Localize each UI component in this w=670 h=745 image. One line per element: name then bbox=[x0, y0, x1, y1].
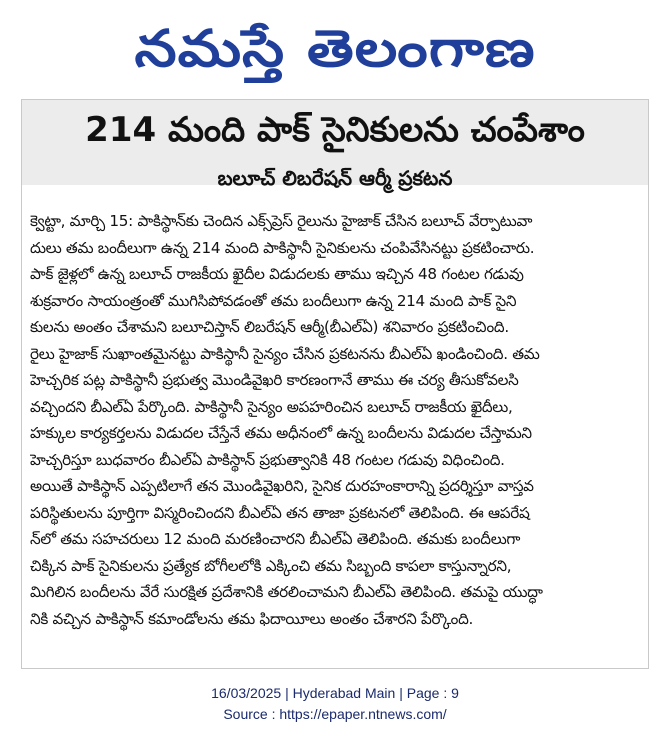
body-line: మిగిలిన బందీలను వేరే సురక్షిత ప్రదేశానికి తరలించామని బీఎల్‌ఏ తెలిపింది. తమపై యుద్ధా bbox=[30, 583, 543, 601]
article-body bbox=[30, 208, 640, 632]
body-line: పరిస్థితులను పూర్తిగా విస్మరించిందని బీఎల్‌ఏ తన తాజా ప్రకటనలో తెలిపింది. ఈ ఆపరేష bbox=[30, 503, 530, 522]
article-headline: 214 మంది పాక్ సైనికులను చంపేశాం bbox=[85, 110, 585, 150]
body-line: హెచ్చరిస్తూ బుధవారం బీఎల్‌ఏ పాకిస్థాన్ ప్రభుత్వానికి 48 గంటల గడువు విధించింది. bbox=[30, 450, 505, 469]
body-line: రైలు హైజాక్ సుఖాంతమైనట్టు పాకిస్థానీ సైన్యం చేసిన ప్రకటనను బీఎల్‌ఏ ఖండించింది. తమ bbox=[30, 344, 540, 363]
body-line: కులను అంతం చేశామని బలూచిస్తాన్ లిబరేషన్ ఆర్మీ(బీఎల్‌ఏ) శనివారం ప్రకటించింది. bbox=[30, 318, 509, 336]
body-line: నికి వచ్చిన పాకిస్థాన్ కమాండోలను తమ ఫిదాయీలు అంతం చేశారని పేర్కొంది. bbox=[30, 609, 474, 628]
body-line: అయితే పాకిస్థాన్ ఎప్పటిలాగే తన మొండివైఖరిని, సైనిక దురహంకారాన్ని ప్రదర్శిస్తూ వాస్తవ bbox=[30, 477, 534, 495]
body-line: న్‌లో తమ సహచరులు 12 మంది మరణించారని బీఎల్‌ఏ తెలిపింది. తమకు బందీలుగా bbox=[30, 530, 521, 548]
body-line: హక్కుల కార్యకర్తలను విడుదల చేస్తేనే తమ అధీనంలో ఉన్న బందీలను విడుదల చేస్తామని bbox=[30, 424, 532, 442]
body-line: క్వెట్టా, మార్చి 15: పాకిస్థాన్‌కు చెందిన ఎక్స్‌ప్రెస్ రైలును హైజాక్ చేసిన బలూచ్ వేర్పాటువా bbox=[30, 212, 533, 230]
article-subhead: బలూచ్ లిబరేషన్ ఆర్మీ ప్రకటన bbox=[217, 166, 453, 190]
body-line: పాక్ జైళ్లలో ఉన్న బలూచ్ రాజకీయ ఖైదీల విడుదలకు తాము ఇచ్చిన 48 గంటల గడువు bbox=[30, 265, 524, 283]
masthead bbox=[0, 0, 670, 98]
newspaper-logo: నమస్తే తెలంగాణ bbox=[134, 19, 536, 79]
body-line: హెచ్చరిక పట్ల పాకిస్థానీ ప్రభుత్వ మొండివైఖరి కారణంగానే తాము ఈ చర్య తీసుకోవలసి bbox=[30, 371, 519, 389]
body-line: వచ్చిందని బీఎల్‌ఏ పేర్కొంది. పాకిస్థానీ సైన్యం అపహరించిన బలూచ్ రాజకీయ ఖైదీలు, bbox=[30, 397, 513, 416]
edition-info: 16/03/2025 | Hyderabad Main | Page : 9 bbox=[211, 685, 459, 701]
article-clipping bbox=[21, 99, 649, 669]
body-line: దులు తమ బందీలుగా ఉన్న 214 మంది పాకిస్థానీ సైనికులను చంపివేసినట్టు ప్రకటించారు. bbox=[30, 238, 535, 257]
body-line: చిక్కిన పాక్ సైనికులను ప్రత్యేక బోగీలలోకి ఎక్కించి తమ సిబ్బంది కాపలా కాస్తున్నారని, bbox=[30, 556, 512, 575]
body-line: శుక్రవారం సాయంత్రంతో ముగిసిపోవడంతో తమ బందీలుగా ఉన్న 214 మంది పాక్ సైని bbox=[30, 291, 517, 310]
source-link[interactable]: Source : https://epaper.ntnews.com/ bbox=[223, 706, 447, 722]
page-footer bbox=[0, 683, 670, 725]
